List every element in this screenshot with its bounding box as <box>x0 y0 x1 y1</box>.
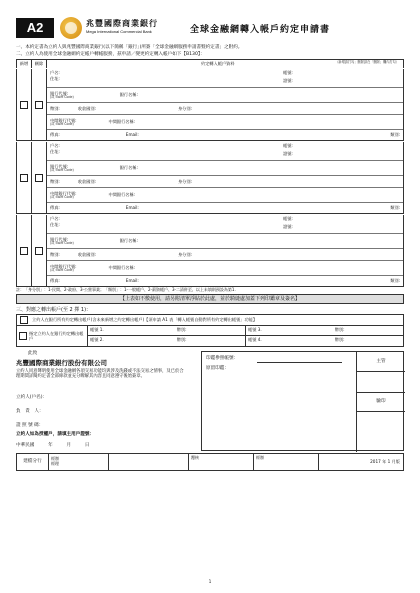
verify-label: 驗印 <box>357 392 405 412</box>
acct1-label[interactable]: 帳號 1. <box>87 326 175 336</box>
swift-note-2: (或 Swift Code) <box>50 267 74 272</box>
email-label[interactable]: Email: <box>125 132 139 138</box>
country-label[interactable]: 收款國別: <box>77 178 96 184</box>
category-label[interactable]: 類別: <box>390 132 400 138</box>
closing-to: 此致 <box>28 350 38 356</box>
add-checkbox[interactable] <box>20 174 28 182</box>
opt1-checkbox[interactable] <box>20 316 28 324</box>
opt2-checkbox[interactable] <box>19 332 27 340</box>
bank-logo-icon <box>60 17 82 39</box>
acct1-currency[interactable]: 幣別: <box>175 326 245 336</box>
supervisor-label: 主管 <box>357 352 405 372</box>
contact-row <box>47 203 403 213</box>
address-label[interactable]: 住址: <box>50 222 60 228</box>
id-label[interactable]: 證號: <box>283 78 293 83</box>
branch-row <box>16 453 404 471</box>
email-label[interactable]: Email: <box>125 205 139 211</box>
fax-label[interactable]: 傳真: <box>50 132 60 138</box>
footnote: 註：「身分別」：1-民間、2-政府、3-公營事業；「類別」：1-一般帳戶、2-薪資帳戶、3-二清併至、以上未填則預設為第1. <box>16 287 236 292</box>
form-header <box>16 14 404 44</box>
section3-title: 三、對應之轉出帳戶(至 2 擇 1)： <box>16 306 92 313</box>
name-address-row <box>47 142 403 161</box>
account-label[interactable]: 帳號: <box>283 143 293 148</box>
address-label[interactable]: 住址: <box>50 149 60 155</box>
id-label[interactable]: 證號: <box>283 151 293 156</box>
declaration: 立約人同意聲明使用全球金融網各項交易功能均與涉及洗錢或不法交易之情事，及已於合理期間詳閱約定書全部條款並充分瞭解其內容且同意遵守後始簽章。 <box>16 368 184 379</box>
fax-label[interactable]: 傳真: <box>50 278 60 284</box>
bank-row <box>47 161 403 176</box>
identity-label[interactable]: 身分別: <box>177 178 192 184</box>
page-number: 1 <box>208 579 212 585</box>
bank-row <box>47 88 403 103</box>
person-label[interactable]: 負 責 人： <box>16 408 44 414</box>
category-label[interactable]: 類別: <box>390 205 400 211</box>
add-cell <box>17 142 32 213</box>
name-address-row <box>47 215 403 234</box>
inter-code-label[interactable]: 中間銀行代號: <box>50 117 77 123</box>
swift-note-2: (或 Swift Code) <box>50 194 74 199</box>
add-checkbox[interactable] <box>20 247 28 255</box>
review-label: 覆核 <box>189 454 254 470</box>
form-badge: A2 <box>16 18 54 38</box>
accounts-table <box>16 69 404 287</box>
acct3-currency[interactable]: 幣別: <box>333 326 403 336</box>
currency-row <box>47 103 403 115</box>
name-label[interactable]: 戶名: <box>50 70 60 75</box>
bank-code-label[interactable]: 銀行代號: <box>50 163 69 169</box>
currency-label[interactable]: 幣別: <box>50 105 60 111</box>
acct3-label[interactable]: 帳號 3. <box>245 326 333 336</box>
intermediary-row <box>47 115 403 130</box>
bank-name-label[interactable]: 銀行名稱: <box>119 165 138 171</box>
inter-name-label[interactable]: 中間銀行名稱: <box>108 119 136 125</box>
delete-checkbox[interactable] <box>35 174 43 182</box>
currency-row <box>47 176 403 188</box>
add-checkbox[interactable] <box>20 101 28 109</box>
name-label[interactable]: 戶名: <box>50 216 60 221</box>
inter-code-label[interactable]: 中間銀行代號: <box>50 263 77 269</box>
opt2-text: 指定立約人在銀行約定轉出帳戶 <box>29 330 84 341</box>
section3-box <box>16 314 404 347</box>
handler-label: 經辦 <box>51 456 59 461</box>
account-label[interactable]: 帳號: <box>283 216 293 221</box>
bank-name-label[interactable]: 銀行名稱: <box>119 92 138 98</box>
country-label[interactable]: 收款國別: <box>77 105 96 111</box>
intermediary-row <box>47 188 403 203</box>
col-delete: 刪除 <box>32 60 47 68</box>
seal-box <box>201 351 404 451</box>
col-info-note: （新增請打勾；刪除請在「刪除」欄內打勾） <box>335 60 399 65</box>
intro-1: 一、本約定書為立約人與兆豐國際商業銀行(以下簡稱「銀行」)所簽「全球金融網服務申請書暨約定書」之附約。 <box>16 45 243 50</box>
account-block <box>16 69 404 141</box>
account-block <box>16 215 404 287</box>
intermediary-row <box>47 261 403 276</box>
closing-bank: 兆豐國際商業銀行股份有限公司 <box>16 358 107 367</box>
clerk-label: 經辦 <box>254 454 319 470</box>
col-add: 新增 <box>17 60 32 68</box>
id-label[interactable]: 證號: <box>283 224 293 229</box>
seal-label: 原留印鑑： <box>206 365 229 371</box>
branch-label: 建檔分行 <box>17 454 49 470</box>
opt1-text: 立約人在銀行所有約定轉出帳戶(含未來新增之約定轉出帳戶)【須申請 A1 表「轉入帳號自動對所有約定轉出帳號」功能】 <box>32 317 258 323</box>
inter-code-label[interactable]: 中間銀行代號: <box>50 190 77 196</box>
fax-label[interactable]: 傳真: <box>50 205 60 211</box>
col-info: 約定轉入帳戶資料 <box>201 61 235 67</box>
bank-code-label[interactable]: 銀行代號: <box>50 90 69 96</box>
identity-label[interactable]: 身分別: <box>177 105 192 111</box>
name-label[interactable]: 戶名: <box>50 143 60 148</box>
id-no-label[interactable]: 證 照 號 碼： <box>16 422 44 428</box>
currency-label[interactable]: 幣別: <box>50 178 60 184</box>
inter-name-label[interactable]: 中間銀行名稱: <box>108 192 136 198</box>
manager-label: 經理 <box>51 460 59 466</box>
bank-row <box>47 234 403 249</box>
bank-name-label[interactable]: 銀行名稱: <box>119 238 138 244</box>
identity-label[interactable]: 身分別: <box>177 251 192 257</box>
swift-note-2: (或 Swift Code) <box>50 121 74 126</box>
owner-note[interactable]: 立約人如為授權戶，請填主用戶證號： <box>16 431 95 437</box>
add-cell <box>17 215 32 286</box>
delete-cell <box>32 69 47 140</box>
swift-note: (或 Swift Code) <box>50 240 74 245</box>
inter-name-label[interactable]: 中間銀行名稱: <box>108 265 136 271</box>
currency-label[interactable]: 幣別: <box>50 251 60 257</box>
signer-label[interactable]: 立約人(戶名)： <box>16 394 48 400</box>
form-title: 全球金融網轉入帳戶約定申請書 <box>190 25 331 35</box>
delete-cell <box>32 215 47 286</box>
country-label[interactable]: 收款國別: <box>77 251 96 257</box>
acct2-currency[interactable]: 幣別: <box>176 336 187 342</box>
bank-name-en: Mega International Commercial Bank <box>86 29 152 34</box>
contact-row <box>47 276 403 286</box>
acct4-label[interactable]: 帳號 4. <box>245 336 333 346</box>
currency-row <box>47 249 403 261</box>
name-address-row <box>47 69 403 88</box>
bank-code-label[interactable]: 銀行代號: <box>50 236 69 242</box>
swift-note: (或 Swift Code) <box>50 167 74 172</box>
account-label[interactable]: 帳號: <box>283 70 293 75</box>
attach-band: 【上表如不敷使用，請另附清單浮貼於此處，並於騎縫處加蓋下列印鑑章及簽名】 <box>16 294 404 304</box>
delete-checkbox[interactable] <box>35 101 43 109</box>
category-label[interactable]: 類別: <box>390 278 400 284</box>
closing-section <box>16 351 404 481</box>
intro-2: 二、立約人為使用全球金融網約定帳戶轉帳服務，茲申請／變更約定轉入帳戶如下【B130】： <box>16 51 205 57</box>
address-label[interactable]: 住址: <box>50 76 60 82</box>
email-label[interactable]: Email: <box>125 278 139 284</box>
acct4-currency[interactable]: 幣別: <box>334 336 345 342</box>
table-header <box>16 59 404 68</box>
version-label: 2017 年 1 月版 <box>370 459 400 465</box>
seal-acct-label: 印鑑參照帳號： <box>206 355 239 361</box>
date-line[interactable]: 中華民國 年 月 日 <box>16 442 90 448</box>
acct2-label[interactable]: 帳號 2. <box>87 336 175 346</box>
delete-checkbox[interactable] <box>35 247 43 255</box>
contact-row <box>47 130 403 140</box>
delete-cell <box>32 142 47 213</box>
bank-name-zh: 兆豐國際商業銀行 <box>86 18 158 28</box>
add-cell <box>17 69 32 140</box>
account-block <box>16 142 404 214</box>
swift-note: (或 Swift Code) <box>50 94 74 99</box>
